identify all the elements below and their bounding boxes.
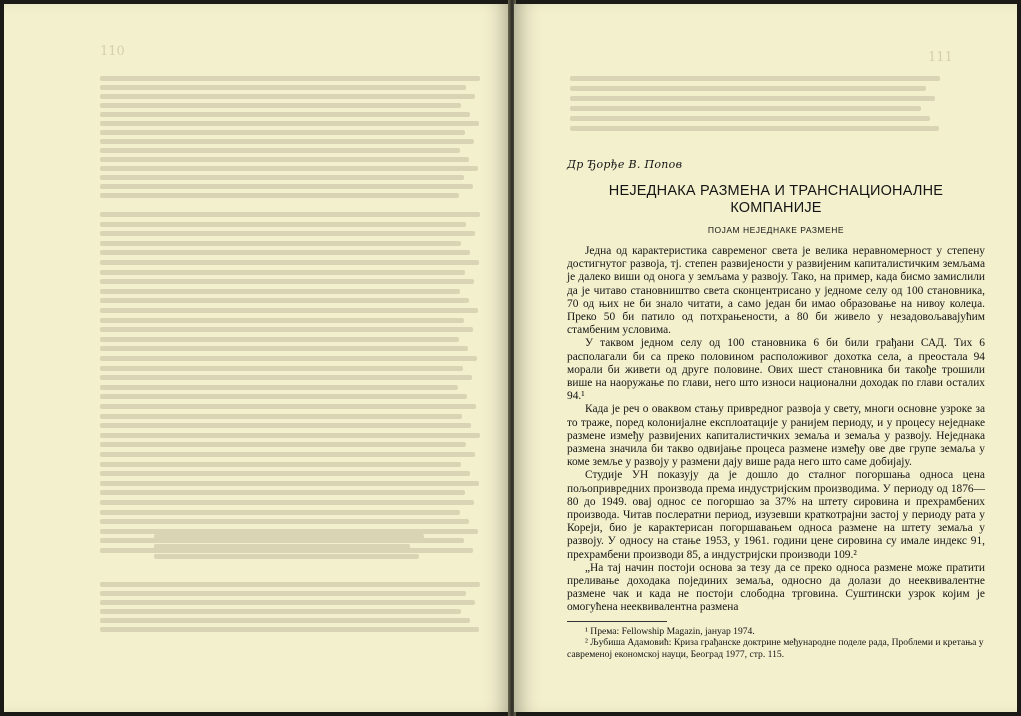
footnote: ² Љубиша Адамовић: Криза грађанске доктрине међународне поделе рада, Проблеми и кретања у савременој економској науци, Београд 1977, стр. 115. <box>567 637 984 660</box>
show-through-line <box>100 184 473 189</box>
show-through-line <box>100 318 464 323</box>
show-through-line <box>570 76 940 81</box>
show-through-line <box>100 103 461 108</box>
show-through-line <box>100 591 466 596</box>
article-title <box>567 183 985 217</box>
show-through-line <box>100 375 472 380</box>
show-through-line <box>100 270 465 275</box>
show-through-line <box>100 452 475 457</box>
article-author: Др Ђорђе В. Попов <box>567 158 683 171</box>
show-through-line <box>570 126 939 131</box>
footnote: ¹ Према: Fellowship Magazin, јануар 1974. <box>585 625 755 637</box>
show-through-line <box>100 212 480 217</box>
show-through-line <box>100 76 480 81</box>
show-through-line <box>100 423 471 428</box>
show-through-line <box>154 544 410 549</box>
show-through-line <box>100 231 475 236</box>
show-through-line <box>100 346 468 351</box>
show-through-line <box>100 289 460 294</box>
footnote-divider <box>567 621 667 622</box>
show-through-line <box>100 618 470 623</box>
show-through-line <box>100 222 466 227</box>
paragraph: Студије УН показују да је дошло до сталног погоршања односа цена пољопривредних производа према индустријским производима. У периоду од 1876—80 до 1949. овај однос се погоршао за 37% на штету сировина и прехрамбених производа. Читав послератни период, изузевши краткотрајни застој у периоду рата у Кореји, био је карактерисан погоршавањем односа размене на штету земаља у развоју. У односу на стање 1953, у 1961. години цене сировина су имале индекс 91, прехрамбени производи 85, а индустријски производи 109.² <box>567 469 985 561</box>
show-through-line <box>100 298 469 303</box>
show-through-line <box>100 481 479 486</box>
show-through-line <box>100 94 475 99</box>
show-through-line <box>100 462 461 467</box>
show-through-line <box>570 116 930 121</box>
right-page-number: 111 <box>928 50 953 65</box>
show-through-line <box>100 121 479 126</box>
show-through-line <box>100 600 475 605</box>
show-through-line <box>154 554 419 559</box>
show-through-line <box>100 471 470 476</box>
show-through-line <box>100 175 464 180</box>
show-through-line <box>100 193 459 198</box>
show-through-line <box>100 366 463 371</box>
paragraph: У таквом једном селу од 100 становника 6 би били грађани САД. Тих 6 располагали би са преко половином расположивог дохотка села, а преостала 94 морали би живети од друге половине. Ових шест становника би такође трошили више на наоружање по глави, него што износи национални доходак по глави осталих 94.¹ <box>567 337 985 403</box>
show-through-line <box>100 112 470 117</box>
show-through-line <box>100 241 461 246</box>
show-through-line <box>100 85 466 90</box>
paragraph: Када је реч о оваквом стању привредног развоја у свету, многи основне узроке за то траже, поред колонијалне експлоатације у ранијем периоду, и у процесу неједнаке размене између развијених капиталистичких земаља и земаља у развоју. Неједнака размена значила би такво одвијање процеса размене између ове две групе земаља у коме земље у развоју у размени дају више рада него што саме добијају. <box>567 403 985 469</box>
show-through-line <box>100 260 479 265</box>
article-title-line2: КОМПАНИЈЕ <box>730 200 822 216</box>
show-through-line <box>100 627 479 632</box>
left-page-number: 110 <box>100 44 125 59</box>
show-through-line <box>100 510 460 515</box>
show-through-line <box>100 385 458 390</box>
show-through-line <box>154 534 424 539</box>
show-through-line <box>100 250 470 255</box>
section-heading: ПОЈАМ НЕЈЕДНАКЕ РАЗМЕНЕ <box>707 225 845 235</box>
show-through-line <box>100 337 459 342</box>
paragraph: Једна од карактеристика савременог света је велика неравномерност у степену достигнутог развоја, тј. степен развијености у развијеним капиталистичким земљама је далеко виши од оногa у земљама у развоју. Тако, на пример, када бисмо замислили да је читаво становништво света сконцентрисано у једноме селу од 100 становника, 70 од њих не би знало читати, а само један би имао образовање на нивоу колеџа. Преко 50 би патило од потхрањености, а 80 би живело у незадовољавајућим стамбеним условима. <box>567 245 985 337</box>
article-title-line1: НЕЈЕДНАКА РАЗМЕНА И ТРАНСНАЦИОНАЛНЕ <box>608 183 944 199</box>
show-through-line <box>570 96 935 101</box>
show-through-line <box>100 308 478 313</box>
show-through-line <box>100 356 477 361</box>
show-through-line <box>100 157 469 162</box>
show-through-line <box>100 538 464 543</box>
show-through-line <box>100 433 480 438</box>
show-through-line <box>100 582 480 587</box>
right-page <box>514 4 1017 712</box>
show-through-line <box>100 404 476 409</box>
left-page <box>4 4 510 712</box>
show-through-line <box>100 139 474 144</box>
show-through-line <box>100 414 462 419</box>
show-through-line <box>100 500 474 505</box>
show-through-line <box>570 86 926 91</box>
show-through-line <box>100 327 473 332</box>
show-through-line <box>570 106 921 111</box>
show-through-line <box>100 442 466 447</box>
show-through-line <box>100 609 461 614</box>
show-through-line <box>100 490 465 495</box>
show-through-line <box>100 130 465 135</box>
show-through-line <box>100 148 460 153</box>
paragraph: „На тај начин постоји основа за тезу да се преко односа размене може пратити преливање доходака појединих земаља, односно да долази до нееквивалентне размене чак и када не постоји слободна трговина. Суштински узрок којим је омогућена нееквивалентна размена <box>567 561 985 614</box>
show-through-line <box>100 279 474 284</box>
show-through-line <box>100 519 469 524</box>
show-through-line <box>100 166 478 171</box>
show-through-line <box>100 394 467 399</box>
article <box>567 158 985 660</box>
